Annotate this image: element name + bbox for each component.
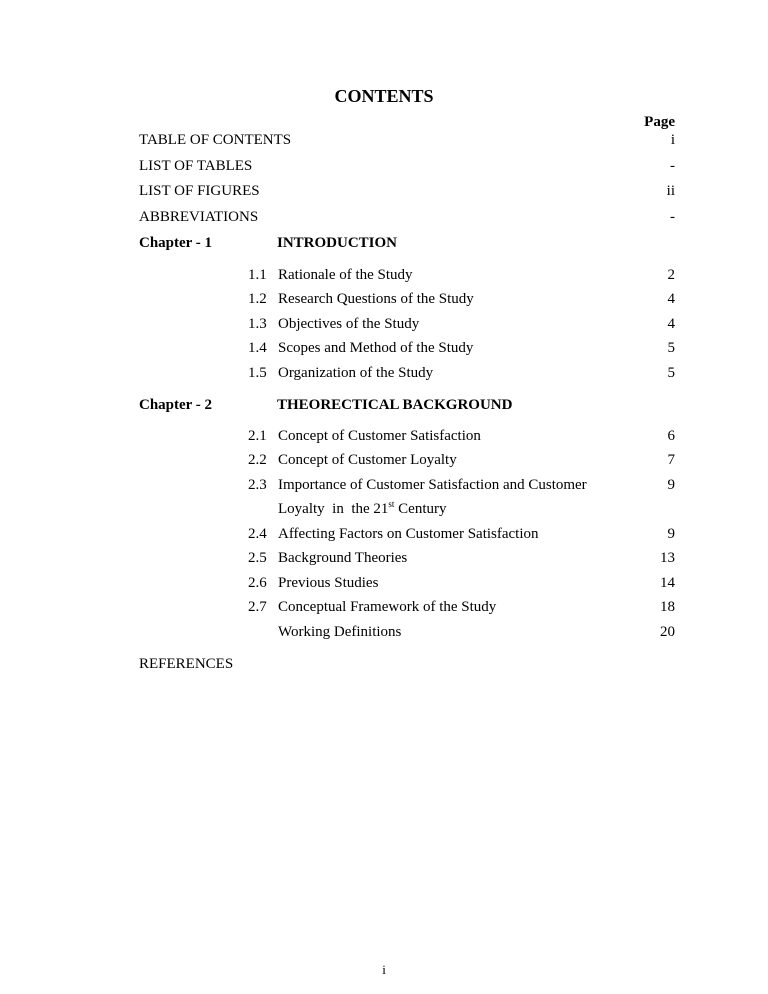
section-page: 5	[667, 365, 675, 381]
toc-entry-page: ii	[666, 183, 675, 199]
toc-entry-page: -	[670, 209, 675, 225]
toc-section	[139, 524, 675, 544]
section-number: 2.3	[248, 477, 267, 493]
section-number: 2.6	[248, 575, 267, 591]
page-column-header: Page	[644, 114, 675, 130]
section-page: 20	[660, 624, 675, 640]
toc-entry-table-of-contents	[139, 130, 675, 150]
section-number: 2.7	[248, 599, 267, 615]
section-number: 2.4	[248, 526, 267, 542]
section-number: 1.3	[248, 316, 267, 332]
section-page: 4	[667, 291, 675, 307]
toc-section	[139, 475, 675, 495]
section-number: 1.2	[248, 291, 267, 307]
toc-entry-abbreviations	[139, 207, 675, 227]
toc-section	[139, 314, 675, 334]
toc-section	[139, 289, 675, 309]
toc-entry-label: REFERENCES	[139, 656, 234, 672]
toc-section	[139, 573, 675, 593]
section-title: Objectives of the Study	[278, 316, 420, 332]
footer-page-number: i	[382, 962, 386, 977]
section-title: Scopes and Method of the Study	[278, 340, 474, 356]
toc-entry-label: TABLE OF CONTENTS	[139, 132, 292, 148]
toc-entry-list-of-tables	[139, 156, 675, 176]
toc-section	[139, 597, 675, 617]
toc-entry-page: -	[670, 158, 675, 174]
section-page: 2	[667, 267, 675, 283]
toc-section	[139, 265, 675, 285]
toc-entry-references	[139, 654, 675, 674]
toc-entry-list-of-figures	[139, 181, 675, 201]
section-page: 14	[660, 575, 675, 591]
chapter-heading	[139, 233, 675, 253]
toc-section	[139, 363, 675, 383]
section-number: 2.1	[248, 428, 267, 444]
section-title: Importance of Customer Satisfaction and Customer	[278, 477, 587, 493]
toc-section	[139, 450, 675, 470]
section-title: Working Definitions	[278, 624, 402, 640]
chapter-title: INTRODUCTION	[277, 235, 398, 251]
section-title-text: Century	[394, 501, 447, 517]
section-page: 9	[667, 477, 675, 493]
toc-entry-page: i	[670, 132, 675, 148]
section-page: 13	[660, 550, 675, 566]
toc-entry-label: ABBREVIATIONS	[139, 209, 259, 225]
section-page: 6	[667, 428, 675, 444]
section-title: Concept of Customer Satisfaction	[278, 428, 481, 444]
section-number: 2.5	[248, 550, 267, 566]
toc-section	[139, 548, 675, 568]
section-title: Organization of the Study	[278, 365, 434, 381]
section-page: 5	[667, 340, 675, 356]
toc-section	[139, 338, 675, 358]
section-title: Previous Studies	[278, 575, 379, 591]
page-title: CONTENTS	[334, 86, 434, 106]
section-title: Rationale of the Study	[278, 267, 413, 283]
section-title-text: Loyalty in the 21	[278, 501, 389, 517]
ordinal-superscript: st	[388, 499, 395, 509]
toc-section	[139, 622, 675, 642]
chapter-label: Chapter - 1	[139, 235, 213, 251]
toc-section	[139, 426, 675, 446]
section-page: 7	[667, 452, 675, 468]
chapter-title: THEORECTICAL BACKGROUND	[277, 397, 513, 413]
section-title: Background Theories	[278, 550, 408, 566]
toc-section-continuation	[139, 499, 675, 519]
toc-entry-label: LIST OF FIGURES	[139, 183, 260, 199]
toc-entry-label: LIST OF TABLES	[139, 158, 253, 174]
section-title: Conceptual Framework of the Study	[278, 599, 497, 615]
section-number: 2.2	[248, 452, 267, 468]
section-page: 18	[660, 599, 675, 615]
section-number: 1.1	[248, 267, 267, 283]
chapter-label: Chapter - 2	[139, 397, 213, 413]
section-title: Concept of Customer Loyalty	[278, 452, 457, 468]
section-page: 4	[667, 316, 675, 332]
section-number: 1.5	[248, 365, 267, 381]
section-page: 9	[667, 526, 675, 542]
section-title: Research Questions of the Study	[278, 291, 474, 307]
section-title: Affecting Factors on Customer Satisfaction	[278, 526, 539, 542]
chapter-heading	[139, 395, 675, 415]
section-title-continued	[278, 499, 447, 519]
section-number: 1.4	[248, 340, 267, 356]
